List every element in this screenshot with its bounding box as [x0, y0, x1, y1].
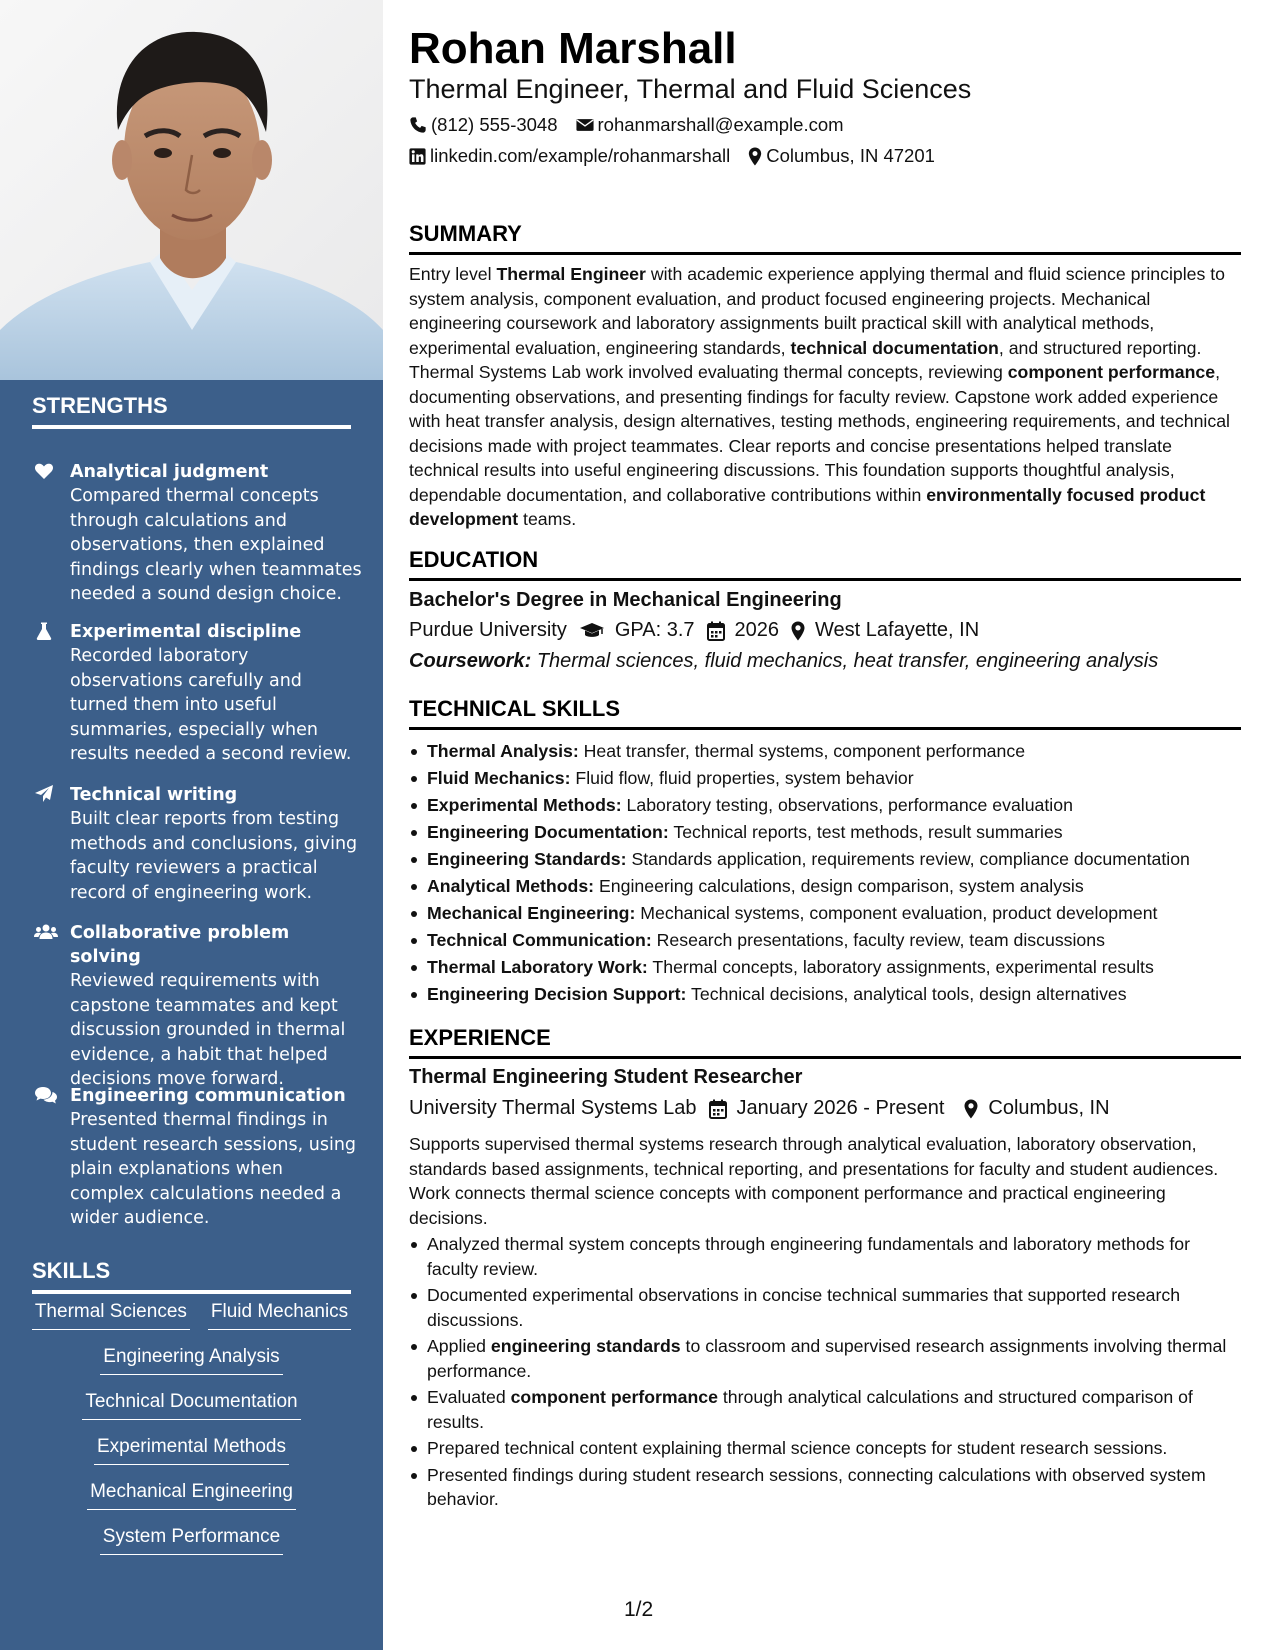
technical-skill-label: Experimental Methods:	[427, 795, 622, 815]
experience-bullet	[409, 1385, 1241, 1434]
phone-icon	[409, 116, 427, 134]
technical-skill-label: Thermal Laboratory Work:	[427, 957, 648, 977]
technical-skill-value: Technical reports, test methods, result summaries	[673, 822, 1063, 842]
technical-skill-label: Fluid Mechanics:	[427, 768, 571, 788]
technical-skills-heading: TECHNICAL SKILLS	[409, 696, 1241, 730]
degree-title: Bachelor's Degree in Mechanical Engineering	[409, 589, 842, 611]
experience-heading: EXPERIENCE	[409, 1025, 1241, 1059]
technical-skill-value: Research presentations, faculty review, team discussions	[656, 930, 1105, 950]
graduation-year: 2026	[734, 619, 780, 641]
technical-skill-item	[409, 792, 1241, 819]
skills-heading: SKILLS	[32, 1258, 351, 1294]
contact-row-1	[409, 114, 862, 136]
coursework	[409, 650, 1158, 673]
strengths-list	[32, 460, 362, 1247]
technical-skill-item	[409, 765, 1241, 792]
strength-text: Built clear reports from testing methods and conclusions, giving faculty reviewers a practical record of engineering work.	[70, 809, 358, 903]
contact-row-2	[409, 145, 953, 167]
technical-skill-label: Mechanical Engineering:	[427, 903, 636, 923]
summary-emphasis: Thermal Engineer	[496, 264, 646, 284]
graduation-cap-icon	[579, 622, 605, 640]
experience-bullet	[409, 1283, 1241, 1332]
bullet-emphasis: component performance	[510, 1387, 718, 1407]
bullet-segment: Analyzed thermal system concepts through engineering fundamentals and laboratory methods for faculty review.	[427, 1234, 1190, 1279]
technical-skill-item	[409, 873, 1241, 900]
technical-skill-item	[409, 900, 1241, 927]
strength-text: Recorded laboratory observations carefully and turned them into useful summaries, especially when results needed a second review.	[70, 646, 352, 764]
bullet-segment: Applied	[427, 1336, 491, 1356]
education-meta	[409, 619, 991, 642]
strength-title: Collaborative problem solving	[70, 923, 290, 967]
summary-segment: , and structured reporting. Thermal Systems Lab work involved evaluating thermal concepts, reviewing	[409, 337, 1202, 382]
coursework-label: Coursework:	[409, 650, 532, 672]
summary-text	[409, 262, 1241, 532]
technical-skill-value: Standards application, requirements review, compliance documentation	[631, 849, 1190, 869]
strengths-heading: STRENGTHS	[32, 393, 351, 429]
technical-skill-item	[409, 738, 1241, 765]
experience-bullet	[409, 1232, 1241, 1281]
skills-tags	[28, 1300, 355, 1570]
skill-tag: Engineering Analysis	[100, 1345, 282, 1375]
strength-title: Analytical judgment	[70, 462, 269, 482]
summary-emphasis: component performance	[1007, 362, 1216, 382]
technical-skill-item	[409, 954, 1241, 981]
technical-skill-label: Analytical Methods:	[427, 876, 595, 896]
email-address: rohanmarshall@example.com	[597, 114, 844, 135]
strength-text: Compared thermal concepts through calculations and observations, then explained findings clearly when teammates needed a sound design choice.	[70, 486, 362, 604]
bullet-segment: Documented experimental observations in concise technical summaries that supported research discussions.	[427, 1285, 1181, 1330]
technical-skill-value: Engineering calculations, design comparison, system analysis	[599, 876, 1084, 896]
heart-icon	[34, 461, 54, 481]
experience-bullet	[409, 1463, 1241, 1512]
sidebar	[0, 0, 383, 1650]
technical-skill-value: Thermal concepts, laboratory assignments, experimental results	[652, 957, 1154, 977]
linkedin-url: linkedin.com/example/rohanmarshall	[430, 145, 731, 166]
summary-segment: with academic experience applying thermal and fluid science principles to system analysis, component evaluation, and product focused engineering projects. Mechanical engineering coursework and laboratory assignments built practical skill with analytical methods, experimental evaluation, engineering standards,	[409, 264, 1225, 358]
candidate-name: Rohan Marshall	[409, 24, 737, 73]
technical-skill-value: Mechanical systems, component evaluation, product development	[640, 903, 1158, 923]
bullet-segment: to classroom and supervised research assignments involving thermal performance.	[427, 1336, 1227, 1381]
technical-skill-value: Fluid flow, fluid properties, system behavior	[575, 768, 914, 788]
summary-segment: teams.	[518, 509, 577, 529]
strength-title: Experimental discipline	[70, 622, 302, 642]
location-pin-icon	[791, 621, 805, 641]
summary-emphasis: environmentally focused product development	[409, 484, 1206, 529]
portrait-image	[0, 0, 383, 380]
users-icon	[34, 922, 58, 942]
envelope-icon	[576, 117, 594, 133]
summary-emphasis: technical documentation	[790, 337, 999, 358]
paper-plane-icon	[34, 784, 54, 804]
bullet-segment: Evaluated	[427, 1387, 511, 1407]
coursework-text: Thermal sciences, fluid mechanics, heat transfer, engineering analysis	[536, 650, 1159, 672]
summary-segment: , documenting observations, and presenting findings for faculty review. Capstone work added experience with heat transfer analysis, design alternatives, testing methods, engineering requirements, and technical decisions made with project teammates. Clear reports and concise presentations helped translate technical results into useful engineering discussions. This foundation supports thoughtful analysis, dependable documentation, and collaborative contributions within	[409, 362, 1230, 505]
experience-bullet	[409, 1436, 1241, 1461]
location-pin-icon	[964, 1099, 978, 1119]
experience-meta	[409, 1097, 1122, 1120]
skill-tag: Technical Documentation	[82, 1390, 300, 1420]
strength-item	[32, 783, 362, 907]
technical-skill-item	[409, 981, 1241, 1008]
summary-segment: Entry level	[409, 264, 497, 284]
phone-number: (812) 555-3048	[431, 114, 558, 135]
employment-dates: January 2026 - Present	[736, 1097, 945, 1119]
technical-skill-item	[409, 846, 1241, 873]
technical-skill-label: Technical Communication:	[427, 930, 652, 950]
skill-tag: Experimental Methods	[94, 1435, 289, 1465]
technical-skill-item	[409, 819, 1241, 846]
school-location: West Lafayette, IN	[815, 619, 980, 641]
strength-item	[32, 460, 362, 606]
summary-heading: SUMMARY	[409, 221, 1241, 255]
calendar-icon	[709, 1099, 727, 1119]
technical-skill-label: Engineering Standards:	[427, 849, 627, 869]
bullet-segment: Presented findings during student research sessions, connecting calculations with observed system behavior.	[427, 1464, 1206, 1509]
experience-bullets	[409, 1232, 1241, 1514]
page-number: 1/2	[624, 1598, 654, 1621]
location-pin-icon	[748, 147, 762, 166]
experience-location: Columbus, IN	[988, 1097, 1110, 1119]
technical-skill-item	[409, 927, 1241, 954]
technical-skill-label: Engineering Documentation:	[427, 822, 669, 842]
experience-bullet	[409, 1334, 1241, 1383]
flask-icon	[34, 621, 54, 641]
technical-skill-label: Thermal Analysis:	[427, 741, 579, 761]
skill-tag: Fluid Mechanics	[208, 1300, 351, 1330]
location: Columbus, IN 47201	[766, 145, 935, 166]
strength-text: Reviewed requirements with capstone teammates and kept discussion grounded in thermal evidence, a habit that helped decisions move forward.	[70, 971, 346, 1089]
technical-skill-value: Heat transfer, thermal systems, component performance	[583, 741, 1026, 761]
bullet-segment: through analytical calculations and structured comparison of results.	[427, 1387, 1193, 1432]
strength-item	[32, 620, 362, 769]
strength-title: Technical writing	[70, 785, 238, 805]
skill-tag: Mechanical Engineering	[87, 1480, 296, 1510]
experience-description: Supports supervised thermal systems research through analytical evaluation, laboratory observation, standards based assignments, technical reporting, and presentations for faculty and student audiences. Work connects thermal science concepts with component performance and practical engineering decisions.	[409, 1134, 1219, 1228]
gpa: GPA: 3.7	[614, 619, 695, 641]
comments-icon	[34, 1085, 58, 1105]
strength-title: Engineering communication	[70, 1086, 346, 1106]
technical-skills-list	[409, 738, 1241, 1008]
skill-tag: Thermal Sciences	[32, 1300, 190, 1330]
calendar-icon	[707, 621, 725, 641]
skill-tag: System Performance	[100, 1525, 283, 1555]
school-name: Purdue University	[409, 619, 567, 641]
role-title: Thermal Engineering Student Researcher	[409, 1066, 803, 1088]
technical-skill-value: Laboratory testing, observations, performance evaluation	[626, 795, 1073, 815]
education-heading: EDUCATION	[409, 547, 1241, 581]
bullet-segment: Prepared technical content explaining thermal science concepts for student research sessions.	[427, 1438, 1168, 1458]
strength-text: Presented thermal findings in student research sessions, using plain explanations when complex calculations needed a wider audience.	[70, 1110, 357, 1228]
strength-item	[32, 921, 362, 1089]
linkedin-icon	[409, 148, 426, 165]
bullet-emphasis: engineering standards	[490, 1336, 681, 1356]
technical-skill-label: Engineering Decision Support:	[427, 984, 687, 1004]
organization: University Thermal Systems Lab	[409, 1097, 697, 1119]
profile-photo	[0, 0, 383, 380]
technical-skill-value: Technical decisions, analytical tools, design alternatives	[691, 984, 1127, 1004]
job-title: Thermal Engineer, Thermal and Fluid Sciences	[409, 74, 972, 104]
strength-item	[32, 1084, 362, 1233]
